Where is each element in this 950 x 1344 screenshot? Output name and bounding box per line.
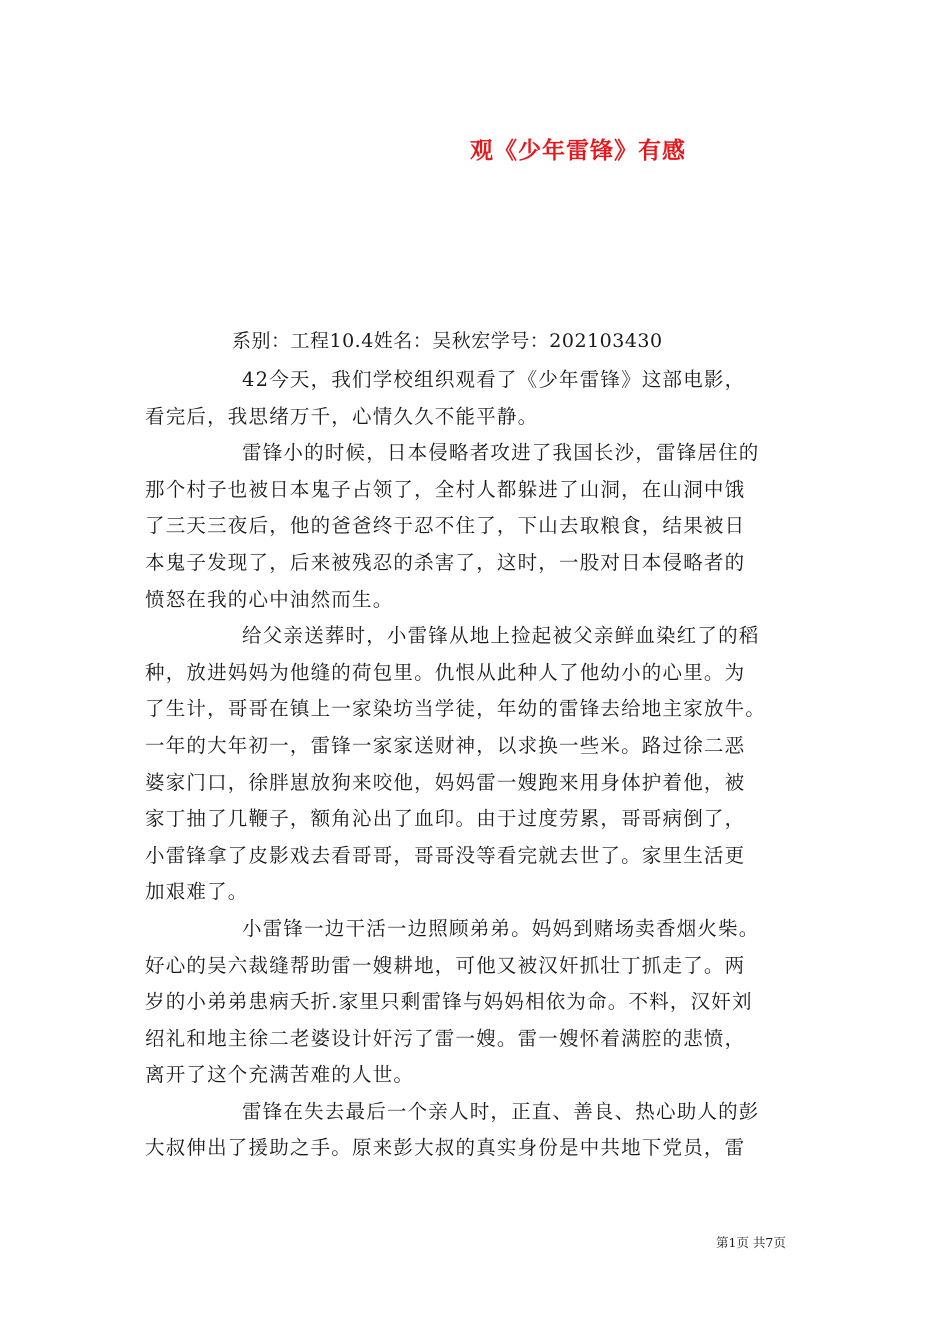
paragraph-line: 一年的大年初一，雷锋一家家送财神，以求换一些米。路过徐二恶 xyxy=(145,733,746,757)
paragraph-line: 绍礼和地主徐二老婆设计奸污了雷一嫂。雷一嫂怀着满腔的悲愤， xyxy=(145,1026,746,1050)
paragraph-line: 大叔伸出了援助之手。原来彭大叔的真实身份是中共地下党员，雷 xyxy=(145,1136,746,1160)
paragraph-line: 婆家门口，徐胖崽放狗来咬他，妈妈雷一嫂跑来用身体护着他，被 xyxy=(145,770,746,794)
paragraph-line: 好心的吴六裁缝帮助雷一嫂耕地，可他又被汉奸抓壮丁抓走了。两 xyxy=(145,953,746,977)
paragraph-line: 了生计，哥哥在镇上一家染坊当学徒，年幼的雷锋去给地主家放牛。 xyxy=(145,697,767,721)
paragraph-first-line: 给父亲送葬时，小雷锋从地上捡起被父亲鲜血染红了的稻 xyxy=(242,624,760,648)
paragraph-first-line: 42今天，我们学校组织观看了《少年雷锋》这部电影， xyxy=(242,368,746,391)
paragraph-line: 小雷锋拿了皮影戏去看哥哥，哥哥没等看完就去世了。家里生活更 xyxy=(145,843,746,867)
paragraph-first-line: 雷锋小的时候，日本侵略者攻进了我国长沙，雷锋居住的 xyxy=(242,441,760,465)
paragraph-line: 离开了这个充满苦难的人世。 xyxy=(145,1063,415,1087)
paragraph-first-line: 雷锋在失去最后一个亲人时，正直、善良、热心助人的彭 xyxy=(242,1099,760,1123)
paragraph-line: 本鬼子发现了，后来被残忍的杀害了，这时，一股对日本侵略者的 xyxy=(145,550,746,574)
document-title: 观《少年雷锋》有感 xyxy=(470,137,686,164)
paragraph-line: 看完后，我思绪万千，心情久久不能平静。 xyxy=(145,404,539,428)
paragraph-line: 岁的小弟弟患病夭折.家里只剩雷锋与妈妈相依为命。不料，汉奸刘 xyxy=(145,990,753,1014)
paragraph-first-line: 小雷锋一边干活一边照顾弟弟。妈妈到赌场卖香烟火柴。 xyxy=(242,916,760,940)
paragraph-line: 加艰难了。 xyxy=(145,880,249,904)
paragraph-line: 愤怒在我的心中油然而生。 xyxy=(145,587,394,611)
paragraph-line: 种，放进妈妈为他缝的荷包里。仇恨从此种人了他幼小的心里。为 xyxy=(145,660,746,684)
essay-body xyxy=(145,362,815,1167)
student-info-line: 系别：工程10.4姓名：吴秋宏学号：202103430 xyxy=(232,330,663,352)
paragraph-line: 家丁抽了几鞭子，额角沁出了血印。由于过度劳累，哥哥病倒了， xyxy=(145,807,746,831)
page-number-footer: 第1页 共7页 xyxy=(716,1235,786,1250)
paragraph-line: 那个村子也被日本鬼子占领了，全村人都躲进了山洞，在山洞中饿 xyxy=(145,477,746,501)
paragraph-line: 了三天三夜后，他的爸爸终于忍不住了，下山去取粮食，结果被日 xyxy=(145,514,746,538)
